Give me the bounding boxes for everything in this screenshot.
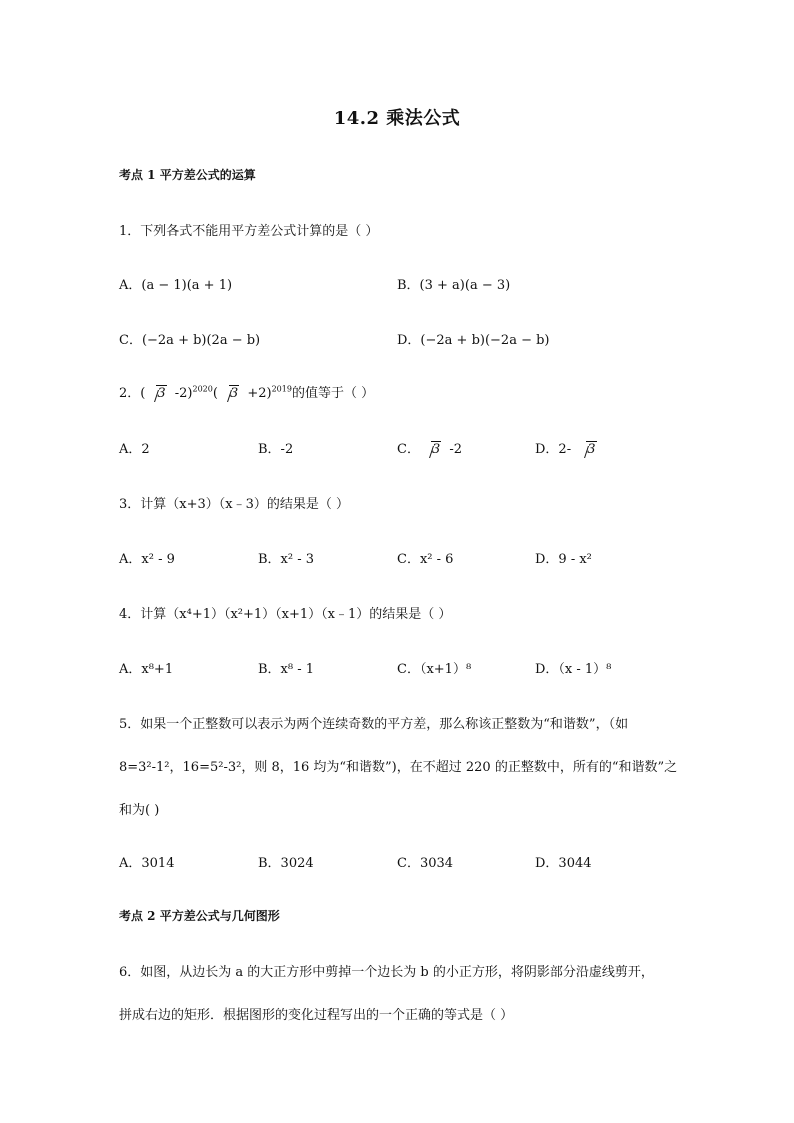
q2-mid-1: -2) <box>170 386 193 401</box>
question-4-text: 4．计算（x⁴+1）（x²+1）（x+1）（x﹣1）的结果是（ ） <box>119 607 452 622</box>
sqrt-symbol <box>422 442 441 457</box>
sqrt-symbol <box>220 386 239 401</box>
question-6-line-2: 拼成右边的矩形．根据图形的变化过程写出的一个正确的等式是（ ） <box>119 1008 514 1023</box>
q2-option-c-radicand: 3 <box>431 442 441 457</box>
question-2-option-c <box>397 438 462 457</box>
question-4-option-d: D．（x - 1）⁸ <box>535 662 612 677</box>
q2-prefix: 2．( <box>119 386 146 401</box>
question-3-option-a: A．x² - 9 <box>119 552 175 567</box>
question-2-option-a: A．2 <box>119 442 150 457</box>
question-1-text: 1．下列各式不能用平方差公式计算的是（ ） <box>119 224 379 239</box>
q2-option-c-prefix: C． <box>397 442 420 457</box>
q2-exponent-1: 2020 <box>192 384 213 394</box>
question-2-option-b: B．-2 <box>258 442 294 457</box>
question-5-option-a: A．3014 <box>119 856 175 871</box>
sqrt-symbol <box>577 442 596 457</box>
question-5-option-d: D．3044 <box>535 856 592 871</box>
question-5-line-2: 8=3²-1²，16=5²-3²，则 8，16 均为“和谐数”)，在不超过 220 的正整数中，所有的“和谐数”之 <box>119 760 678 775</box>
q2-option-c-suffix: -2 <box>445 442 463 457</box>
question-1-option-d: D．(−2a + b)(−2a − b) <box>397 333 550 348</box>
q2-exponent-2: 2019 <box>271 384 292 394</box>
question-4-option-a: A．x⁸+1 <box>119 662 174 677</box>
question-2-option-d <box>535 438 601 457</box>
question-4-option-c: C．（x+1）⁸ <box>397 662 472 677</box>
q2-mid-2: ( <box>212 386 218 401</box>
section-heading-2: 考点 2 平方差公式与几何图形 <box>119 909 280 923</box>
question-1-option-a: A．(a − 1)(a + 1) <box>119 278 233 293</box>
q2-radicand-1: 3 <box>157 386 166 401</box>
question-3-option-d: D．9 - x² <box>535 552 592 567</box>
question-3-text: 3．计算（x+3）（x﹣3）的结果是（ ） <box>119 497 350 512</box>
question-5-line-3: 和为( ) <box>119 803 160 818</box>
sqrt-symbol <box>147 386 166 401</box>
q2-option-d-prefix: D．2- <box>535 442 576 457</box>
q2-radicand-2: 3 <box>229 386 239 401</box>
question-4-option-b: B．x⁸ - 1 <box>258 662 315 677</box>
question-5-line-1: 5．如果一个正整数可以表示为两个连续奇数的平方差，那么称该正整数为“和谐数”，（如 <box>119 717 629 732</box>
question-3-option-b: B．x² - 3 <box>258 552 315 567</box>
q2-option-d-radicand: 3 <box>587 442 596 457</box>
question-3-option-c: C．x² - 6 <box>397 552 454 567</box>
page-title: 14.2 乘法公式 <box>333 108 461 129</box>
q2-mid-3: +2) <box>243 386 272 401</box>
q2-suffix: 的值等于（ ） <box>291 386 375 401</box>
question-6-line-1: 6．如图，从边长为 a 的大正方形中剪掉一个边长为 b 的小正方形，将阴影部分沿虚线剪开， <box>119 965 654 980</box>
question-1-option-c: C．(−2a + b)(2a − b) <box>119 333 261 348</box>
question-1-option-b: B．(3 + a)(a − 3) <box>397 278 511 293</box>
section-heading-1: 考点 1 平方差公式的运算 <box>119 168 256 182</box>
question-5-option-c: C．3034 <box>397 856 454 871</box>
question-5-option-b: B．3024 <box>258 856 314 871</box>
question-2-text <box>119 382 374 401</box>
